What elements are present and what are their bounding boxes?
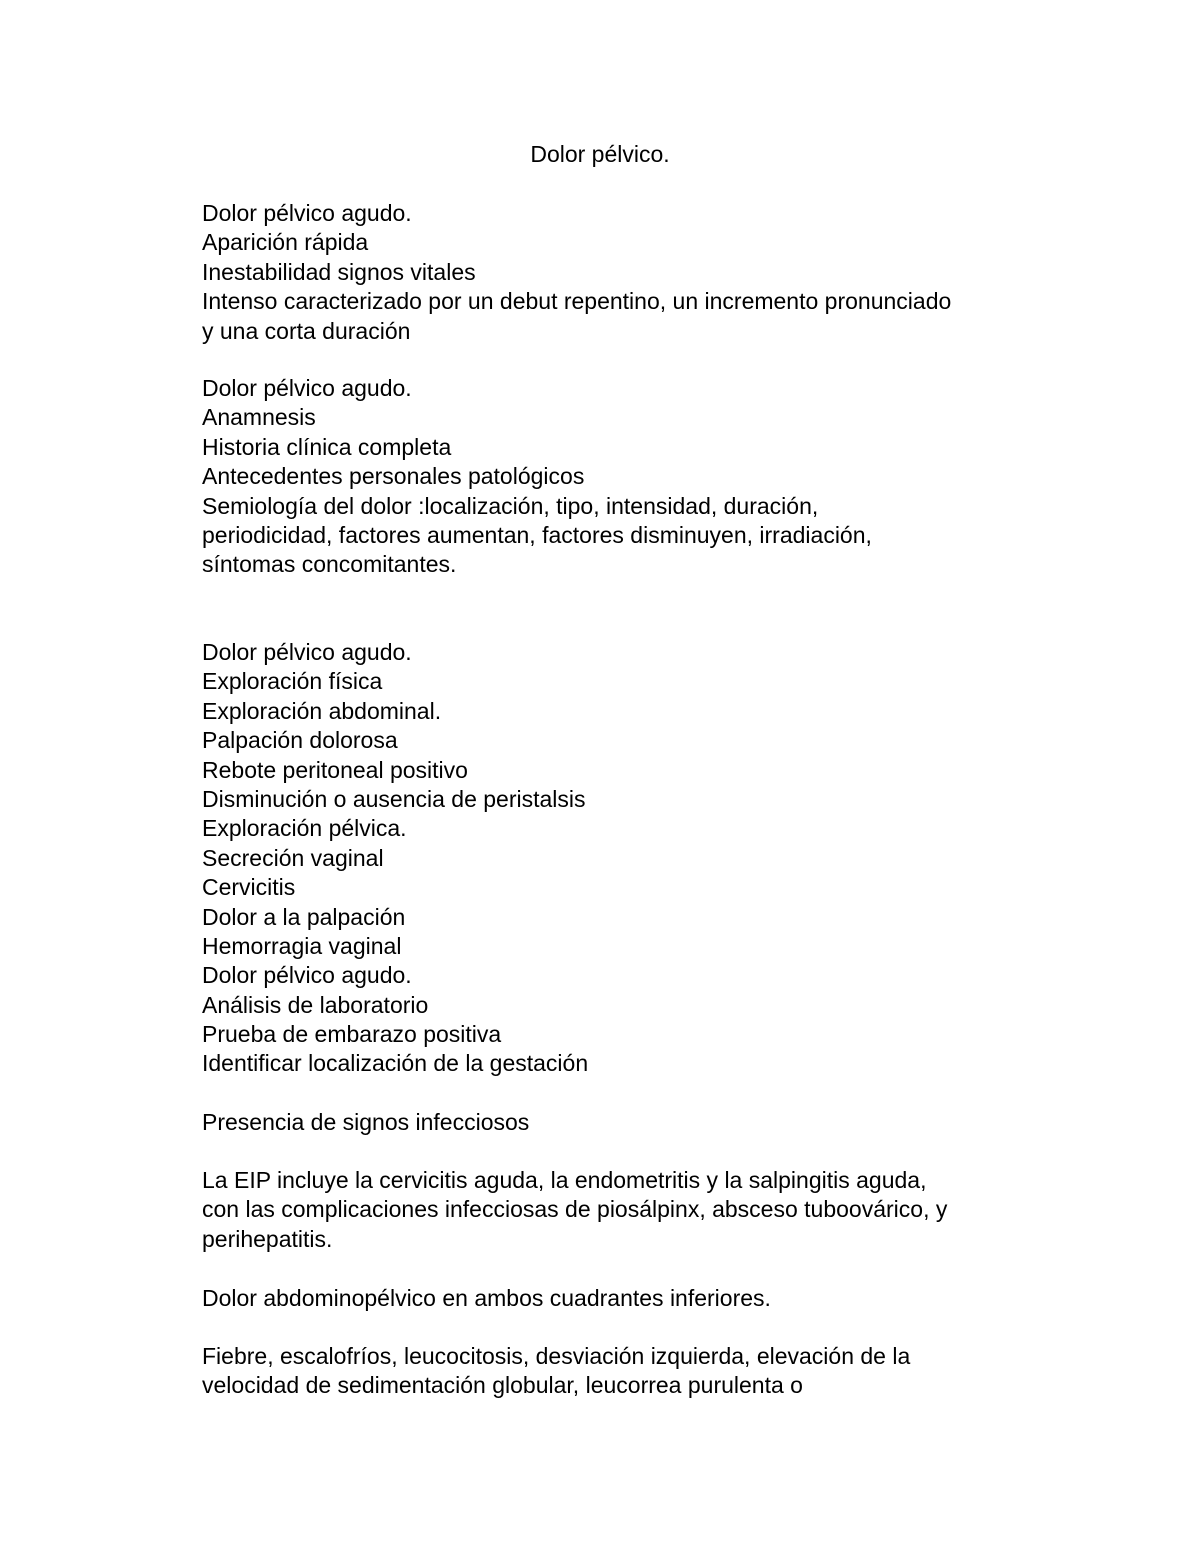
- section-dolor-agudo-intro: [202, 199, 1082, 346]
- text-line: periodicidad, factores aumentan, factores disminuyen, irradiación,: [202, 521, 872, 548]
- text-line: Palpación dolorosa: [202, 727, 398, 754]
- text-line: Inestabilidad signos vitales: [202, 258, 476, 285]
- text-line: Dolor a la palpación: [202, 903, 406, 930]
- text-line: con las complicaciones infecciosas de piosálpinx, absceso tuboovárico, y: [202, 1196, 948, 1223]
- text-line: Prueba de embarazo positiva: [202, 1021, 502, 1048]
- text-line: Análisis de laboratorio: [202, 991, 429, 1018]
- section-eip: [202, 1166, 1082, 1254]
- text-line: Disminución o ausencia de peristalsis: [202, 785, 586, 812]
- text-line: Rebote peritoneal positivo: [202, 756, 468, 783]
- text-line: Exploración abdominal.: [202, 697, 442, 724]
- text-line: Presencia de signos infecciosos: [202, 1109, 530, 1135]
- text-line: Hemorragia vaginal: [202, 932, 402, 959]
- text-line: Historia clínica completa: [202, 433, 452, 460]
- text-line: Dolor pélvico agudo.: [202, 375, 412, 401]
- section-fiebre: [202, 1342, 1082, 1401]
- text-line: Anamnesis: [202, 404, 316, 431]
- text-line: La EIP incluye la cervicitis aguda, la endometritis y la salpingitis aguda,: [202, 1167, 927, 1193]
- text-line: Semiología del dolor :localización, tipo, intensidad, duración,: [202, 492, 819, 519]
- text-line: perihepatitis.: [202, 1225, 333, 1252]
- text-line: Dolor pélvico agudo.: [202, 200, 412, 226]
- text-line: Dolor pélvico agudo.: [202, 639, 412, 665]
- text-line: velocidad de sedimentación globular, leucorrea purulenta o: [202, 1372, 803, 1399]
- text-line: Secreción vaginal: [202, 844, 384, 871]
- document-title: Dolor pélvico.: [530, 141, 670, 167]
- text-line: Antecedentes personales patológicos: [202, 463, 585, 490]
- section-exploracion: [202, 638, 1082, 1079]
- text-line: síntomas concomitantes.: [202, 551, 457, 578]
- section-anamnesis: [202, 374, 1082, 580]
- text-line: Fiebre, escalofríos, leucocitosis, desviación izquierda, elevación de la: [202, 1343, 911, 1369]
- text-line: Exploración física: [202, 668, 383, 695]
- text-line: Exploración pélvica.: [202, 815, 407, 842]
- text-line: Dolor pélvico agudo.: [202, 962, 412, 989]
- text-line: Intenso caracterizado por un debut repentino, un incremento pronunciado: [202, 288, 952, 315]
- text-line: Dolor abdominopélvico en ambos cuadrantes inferiores.: [202, 1285, 771, 1311]
- text-line: Cervicitis: [202, 874, 296, 901]
- section-signos-infecciosos: [202, 1108, 1082, 1137]
- section-dolor-abdominopelvico: [202, 1284, 1082, 1313]
- text-line: Aparición rápida: [202, 229, 369, 256]
- text-line: Identificar localización de la gestación: [202, 1050, 589, 1077]
- text-line: y una corta duración: [202, 317, 411, 344]
